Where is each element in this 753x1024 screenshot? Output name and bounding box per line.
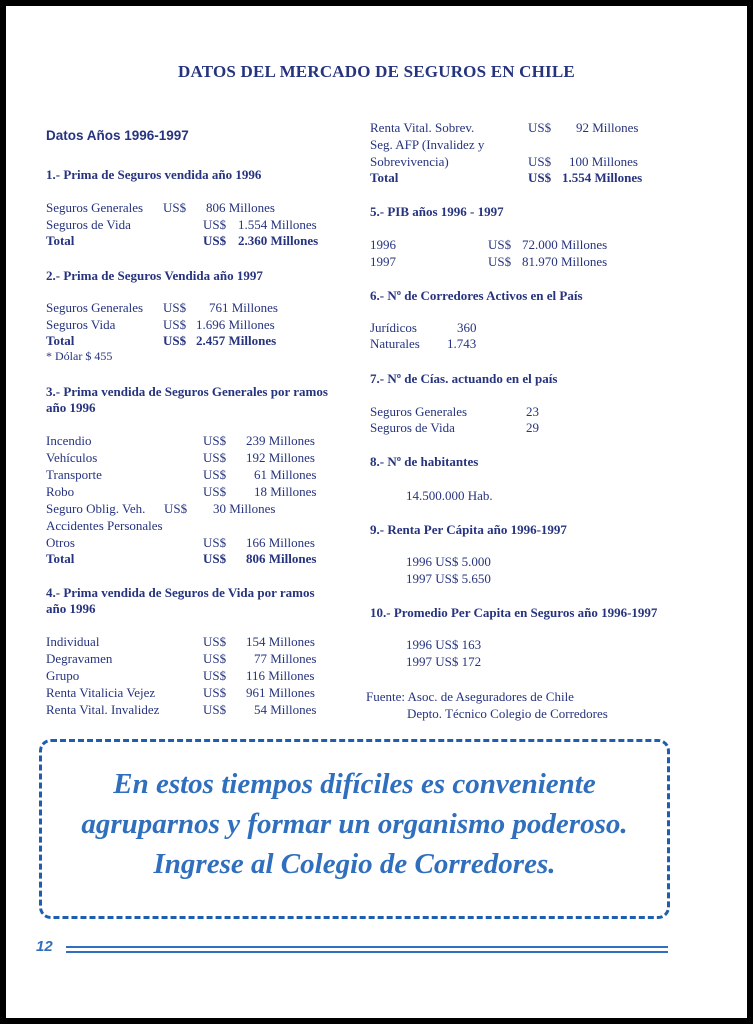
s2-total-currency: US$ (163, 333, 187, 348)
s2-total-label: Total (46, 333, 75, 348)
s5-row-2-currency: US$ (488, 254, 512, 269)
s3-row-7-currency: US$ (203, 535, 227, 550)
s7-row-2-value: 29 (526, 420, 539, 435)
cont-total-label: Total (370, 170, 399, 185)
section-9-heading: 9.- Renta Per Cápita año 1996-1997 (370, 522, 567, 537)
s3-row-2-label: Vehículos (46, 450, 98, 465)
s3-row-4-currency: US$ (203, 484, 227, 499)
s4-row-2-currency: US$ (203, 651, 227, 666)
s1-total-label: Total (46, 233, 75, 248)
s2-row-2-label: Seguros Vida (46, 317, 116, 332)
section-3-heading-line-1: 3.- Prima vendida de Seguros Generales por ramos (46, 384, 328, 399)
s3-row-1-value: 239 Millones (246, 433, 315, 448)
cont-total-currency: US$ (528, 170, 552, 185)
s4-row-3-label: Grupo (46, 668, 80, 683)
s1-row-2-currency: US$ (203, 217, 227, 232)
s3-total-value: 806 Millones (246, 551, 317, 566)
s10-row-1: 1996 US$ 163 (406, 637, 482, 652)
s2-row-1-label: Seguros Generales (46, 300, 144, 315)
s4-row-4-label: Renta Vitalicia Vejez (46, 685, 156, 700)
s4-row-1-value: 154 Millones (246, 634, 315, 649)
s4-row-1-label: Individual (46, 634, 100, 649)
section-10-heading: 10.- Promedio Per Capita en Seguros año 1996-1997 (370, 605, 658, 620)
s4-row-4-currency: US$ (203, 685, 227, 700)
s3-row-2-value: 192 Millones (246, 450, 315, 465)
s6-row-2-value: 1.743 (447, 336, 477, 351)
cont-total-value: 1.554 Millones (562, 170, 643, 185)
section-2-heading: 2.- Prima de Seguros Vendida año 1997 (46, 268, 263, 283)
s1-total-value: 2.360 Millones (238, 233, 319, 248)
s3-row-7-label: Otros (46, 535, 75, 550)
s4-row-2-value: 77 Millones (254, 651, 317, 666)
source-line-1: Fuente: Asoc. de Aseguradores de Chile (366, 689, 574, 704)
s2-row-1-currency: US$ (163, 300, 187, 315)
s5-row-1-currency: US$ (488, 237, 512, 252)
s4-row-2-label: Degravamen (46, 651, 113, 666)
section-4-heading-line-1: 4.- Prima vendida de Seguros de Vida por ramos (46, 585, 315, 600)
footer-rule-bottom (66, 951, 668, 953)
s5-row-2-value: 81.970 Millones (522, 254, 608, 269)
s3-row-1-currency: US$ (203, 433, 227, 448)
cont-row-3-value: 100 Millones (569, 154, 638, 169)
section-6-heading: 6.- Nº de Corredores Activos en el País (370, 288, 583, 303)
cont-row-2-label: Seg. AFP (Invalidez y (370, 137, 485, 152)
s4-row-4-value: 961 Millones (246, 685, 315, 700)
s2-row-2-value: 1.696 Millones (196, 317, 275, 332)
s5-row-2-label: 1997 (370, 254, 396, 269)
s2-row-2-currency: US$ (163, 317, 187, 332)
s4-row-3-value: 116 Millones (246, 668, 315, 683)
dollar-rate-note: * Dólar $ 455 (46, 349, 113, 363)
s3-row-3-label: Transporte (46, 467, 102, 482)
s3-row-7-value: 166 Millones (246, 535, 315, 550)
s1-row-1-value: 806 Millones (206, 200, 275, 215)
s2-row-1-value: 761 Millones (209, 300, 278, 315)
s7-row-1-label: Seguros Generales (370, 404, 468, 419)
s7-row-2-label: Seguros de Vida (370, 420, 455, 435)
section-4-heading-line-2: año 1996 (46, 601, 96, 616)
cont-row-1-value: 92 Millones (576, 120, 639, 135)
promo-text: En estos tiempos difíciles es conveniente agruparnos y formar un organismo poderoso. Ingrese al Colegio de Corredores. (81, 768, 628, 880)
s3-row-1-label: Incendio (46, 433, 92, 448)
s1-total-currency: US$ (203, 233, 227, 248)
s9-row-2: 1997 US$ 5.650 (406, 571, 491, 586)
s3-row-4-value: 18 Millones (254, 484, 317, 499)
s1-row-2-value: 1.554 Millones (238, 217, 317, 232)
s1-row-2-label: Seguros de Vida (46, 217, 131, 232)
s4-row-3-currency: US$ (203, 668, 227, 683)
s3-row-3-currency: US$ (203, 467, 227, 482)
s3-row-2-currency: US$ (203, 450, 227, 465)
s3-row-5-label: Seguro Oblig. Veh. (46, 501, 146, 516)
s3-row-4-label: Robo (46, 484, 75, 499)
cont-row-1-label: Renta Vital. Sobrev. (370, 120, 475, 135)
page-title: DATOS DEL MERCADO DE SEGUROS EN CHILE (178, 62, 575, 81)
s9-row-1: 1996 US$ 5.000 (406, 554, 491, 569)
s2-total-value: 2.457 Millones (196, 333, 277, 348)
s10-row-2: 1997 US$ 172 (406, 654, 482, 669)
cont-row-3-label: Sobrevivencia) (370, 154, 449, 169)
cont-row-1-currency: US$ (528, 120, 552, 135)
s8-population-value: 14.500.000 Hab. (406, 488, 493, 503)
s4-row-5-value: 54 Millones (254, 702, 317, 717)
s6-row-1-value: 360 (457, 320, 477, 335)
s1-row-1-label: Seguros Generales (46, 200, 144, 215)
cont-row-3-currency: US$ (528, 154, 552, 169)
s1-row-1-currency: US$ (163, 200, 187, 215)
s3-row-3-value: 61 Millones (254, 467, 317, 482)
page-number: 12 (36, 938, 53, 955)
s4-row-5-label: Renta Vital. Invalidez (46, 702, 160, 717)
data-years-subtitle: Datos Años 1996-1997 (46, 128, 189, 143)
section-5-heading: 5.- PIB años 1996 - 1997 (370, 204, 504, 219)
s3-row-6-label: Accidentes Personales (46, 518, 163, 533)
s5-row-1-label: 1996 (370, 237, 396, 252)
section-8-heading: 8.- Nº de habitantes (370, 454, 479, 469)
s3-total-label: Total (46, 551, 75, 566)
footer-rule-top (66, 946, 668, 948)
s6-row-1-label: Jurídicos (370, 320, 417, 335)
source-line-2: Depto. Técnico Colegio de Corredores (407, 706, 608, 721)
promo-box (39, 739, 670, 919)
section-7-heading: 7.- Nº de Cías. actuando en el país (370, 371, 558, 386)
s7-row-1-value: 23 (526, 404, 539, 419)
s4-row-5-currency: US$ (203, 702, 227, 717)
s3-row-5-value: 30 Millones (213, 501, 276, 516)
section-1-heading: 1.- Prima de Seguros vendida año 1996 (46, 167, 262, 182)
s5-row-1-value: 72.000 Millones (522, 237, 608, 252)
s6-row-2-label: Naturales (370, 336, 420, 351)
s3-total-currency: US$ (203, 551, 227, 566)
section-3-heading-line-2: año 1996 (46, 400, 96, 415)
s4-row-1-currency: US$ (203, 634, 227, 649)
s3-row-5-currency: US$ (164, 501, 188, 516)
